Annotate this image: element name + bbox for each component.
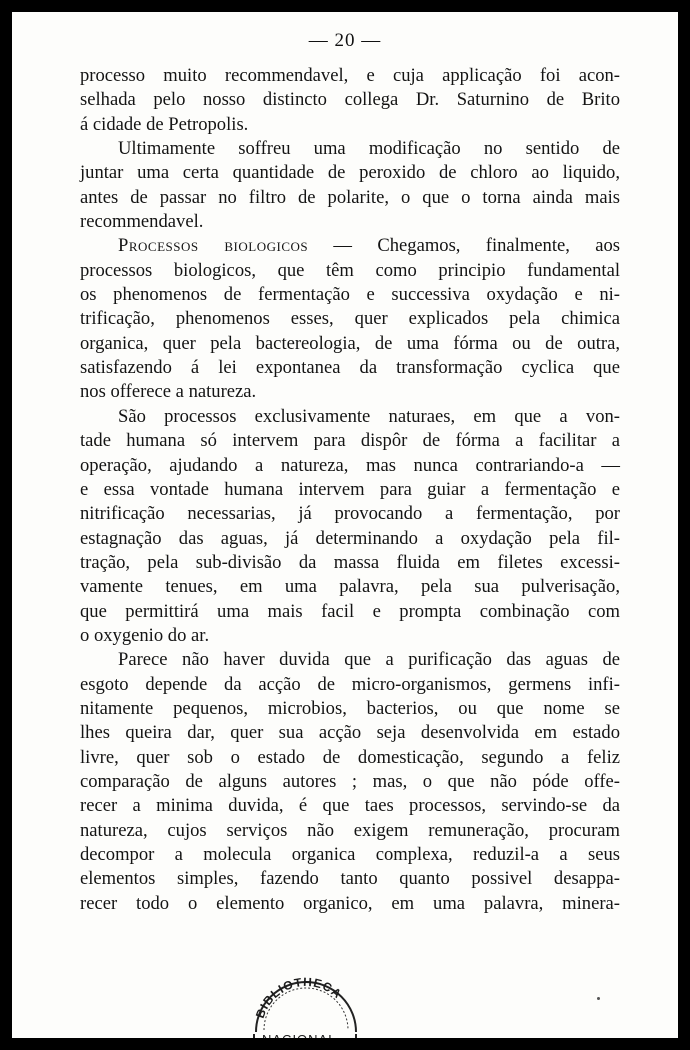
paper-speck: [597, 997, 600, 1000]
book-page: [12, 12, 678, 1047]
text-line: e essa vontade humana intervem para guiar a fermentação e: [80, 478, 620, 500]
text-line: estagnação das aguas, já determinando a oxydação pela fil-: [80, 527, 620, 549]
text-line: satisfazendo á lei expontanea da transformação cyclica que: [80, 357, 620, 379]
text-line: juntar uma certa quantidade de peroxido de chloro ao liquido,: [80, 162, 620, 184]
body-text: [80, 64, 620, 916]
text-line: o oxygenio do ar.: [80, 624, 210, 646]
text-line: São processos exclusivamente naturaes, em que a von-: [118, 405, 620, 427]
text-line: tade humana só intervem para dispôr de fórma a facilitar a: [80, 430, 620, 452]
page-number: — 20 —: [308, 30, 382, 51]
text-line: natureza, cujos serviços não exigem remuneração, procuram: [80, 819, 620, 841]
text-line: os phenomenos de fermentação e successiva oxydação e ni-: [80, 284, 620, 306]
text-line: nitrificação necessarias, já provocando a fermentação, por: [80, 503, 620, 525]
stamp-top-text: BIBLIOTHECA: [252, 974, 345, 1021]
text-line: operação, ajudando a natureza, mas nunca contrariando-a —: [80, 454, 620, 476]
text-fragment: — Chegamos, finalmente, aos: [308, 235, 620, 257]
svg-text:BIBLIOTHECA: [253, 975, 345, 1020]
text-line: processos biologicos, que têm como principio fundamental: [80, 259, 620, 281]
section-heading: Processos biologicos: [118, 235, 309, 257]
text-line: processo muito recommendavel, e cuja applicação foi acon-: [80, 65, 620, 86]
stamp-bottom-text: NACIONAL: [262, 1032, 337, 1047]
text-line: Ultimamente soffreu uma modificação no sentido de: [118, 138, 620, 160]
text-line: vamente tenues, em uma palavra, pela sua pulverisação,: [80, 576, 620, 598]
text-line: lhes queira dar, quer sua acção seja desenvolvida em estado: [80, 722, 620, 744]
text-line: comparação de alguns autores ; mas, o que não póde offe-: [80, 770, 620, 792]
text-line: livre, quer sob o estado de domesticação, segundo a feliz: [80, 746, 620, 768]
text-line: tração, pela sub-divisão da massa fluida em filetes excessi-: [80, 551, 620, 573]
text-line: nos offerece a natureza.: [80, 381, 257, 403]
text-line: esgoto depende da acção de micro-organismos, germens infi-: [80, 673, 620, 695]
text-line: Parece não haver duvida que a purificação das aguas de: [118, 649, 620, 671]
text-line: organica, quer pela bactereologia, de uma fórma ou de outra,: [80, 332, 620, 354]
text-line: elementos simples, fazendo tanto quanto possivel desappa-: [80, 868, 620, 890]
text-line: trificação, phenomenos esses, quer explicados pela chimica: [80, 308, 620, 330]
text-line: nitamente pequenos, microbios, bacterios, ou que nome se: [80, 697, 620, 719]
text-line: antes de passar no filtro de polarite, o que o torna ainda mais: [80, 186, 620, 208]
text-line: á cidade de Petropolis.: [80, 113, 249, 135]
text-line: decompor a molecula organica complexa, reduzil-a a seus: [80, 844, 620, 865]
text-line: que permittirá uma mais facil e prompta combinação com: [80, 600, 620, 622]
text-line: recer a minima duvida, é que taes processos, servindo-se da: [80, 795, 620, 817]
text-line: recer todo o elemento organico, em uma palavra, minera-: [80, 892, 620, 914]
text-line: selhada pelo nosso distincto collega Dr. Saturnino de Brito: [80, 89, 620, 111]
library-stamp: [240, 970, 370, 1047]
text-line: [80, 234, 620, 258]
text-line: recommendavel.: [80, 211, 204, 233]
